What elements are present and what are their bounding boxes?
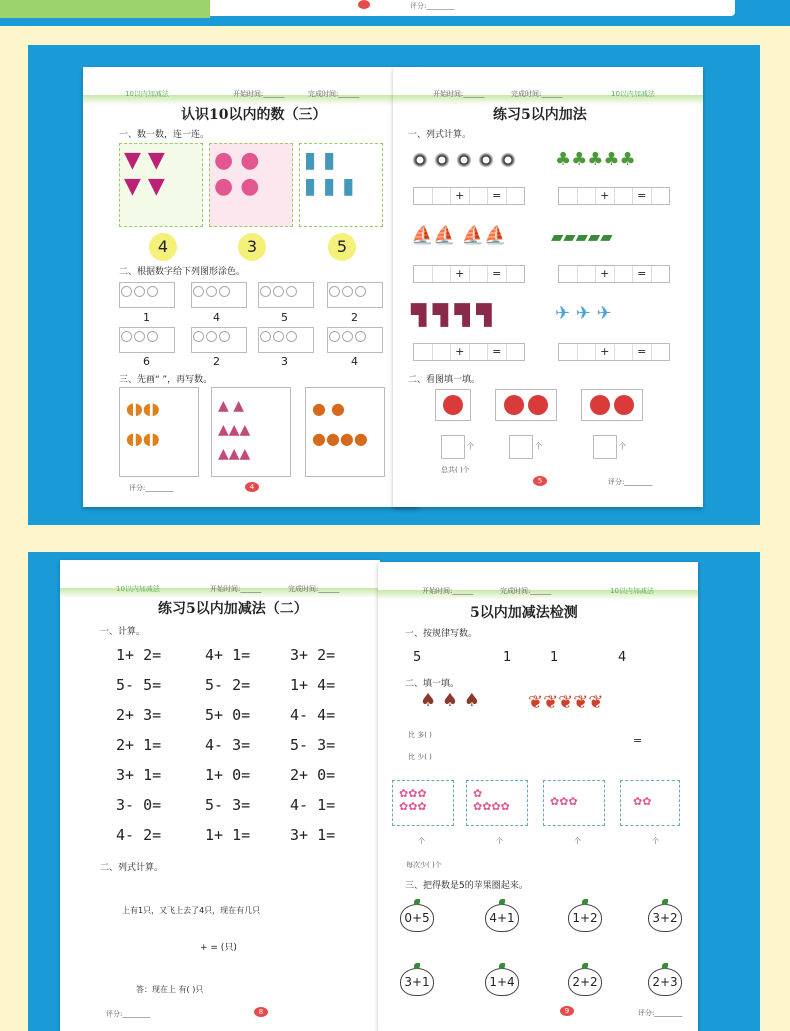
color-number: 3 xyxy=(281,355,288,368)
answer-box[interactable] xyxy=(593,435,617,459)
pattern-number: 4 xyxy=(618,650,627,665)
lollipop-icon: ● ● ● ● xyxy=(214,148,260,199)
calc-item: 5- 3= xyxy=(205,796,251,814)
word-problem: 上有1只，又飞上去了4只，现在有几只 xyxy=(122,906,261,915)
section-1-label: 一、按规律写数。 xyxy=(405,629,478,639)
soccer-balls xyxy=(411,151,521,173)
burger-box xyxy=(119,387,199,477)
end-time: 完成时间:______ xyxy=(288,585,340,593)
score-label: 评分:________ xyxy=(106,1010,151,1018)
calc-item: 3+ 2= xyxy=(290,646,336,664)
calc-item: 3- 0= xyxy=(116,796,162,814)
airplane-icon: ✈ ✈ ✈ xyxy=(555,303,612,324)
section-1-label: 一、计算。 xyxy=(100,627,146,637)
ball-box xyxy=(495,389,557,421)
shape-box xyxy=(119,282,175,308)
page-number: 9 xyxy=(560,1006,574,1016)
flower-icon: ✿✿✿ xyxy=(550,795,578,808)
calc-item: 5- 3= xyxy=(290,736,336,754)
count-number-3: 5 xyxy=(328,233,356,261)
drink-cup-icon: ▮ ▮ ▮ ▮ ▮ xyxy=(304,148,355,199)
each-less-label: 每次少( )个 xyxy=(406,861,442,869)
flower-icon: ✿ ✿✿✿✿ xyxy=(473,787,510,813)
answer-line: 答：现在上 有( )只 xyxy=(136,985,204,994)
hamburger-icon: ● ● ●●●● xyxy=(312,399,368,448)
calc-item: 1+ 1= xyxy=(205,826,251,844)
equation-row: + = xyxy=(558,187,670,205)
start-time: 开始时间:______ xyxy=(422,587,474,595)
shape-box xyxy=(191,327,247,353)
cake-icon: ▲ ▲ ▲▲▲ ▲▲▲ xyxy=(218,398,251,462)
calc-item: 4- 3= xyxy=(205,736,251,754)
answer-box[interactable] xyxy=(509,435,533,459)
equation-row: + = xyxy=(413,187,525,205)
mushroom-icon: ♠ ♠ ♠ xyxy=(420,690,480,711)
equation-row: + = xyxy=(413,343,525,361)
flower-box xyxy=(392,780,454,826)
page-left-2 xyxy=(60,560,380,1031)
color-number: 4 xyxy=(351,355,358,368)
color-number: 5 xyxy=(281,311,288,324)
header-series: 10以内加减法 xyxy=(611,90,655,98)
flower-box xyxy=(466,780,528,826)
page-right-1 xyxy=(393,67,703,507)
cake-box xyxy=(211,387,291,477)
color-number: 6 xyxy=(143,355,150,368)
calc-item: 2+ 0= xyxy=(290,766,336,784)
header-series: 10以内加减法 xyxy=(610,587,654,595)
calc-item: 3+ 1= xyxy=(116,766,162,784)
section-2-label: 二、填一填。 xyxy=(405,679,460,689)
calc-item: 5+ 0= xyxy=(205,706,251,724)
unit-ge: 个 xyxy=(496,837,503,845)
apple[interactable]: 3+1 xyxy=(400,968,434,996)
pattern-number: 1 xyxy=(550,650,559,665)
chili-icon: ❦❦❦❦❦ xyxy=(528,692,604,713)
flower-box xyxy=(620,780,680,826)
lollipop-box xyxy=(209,143,293,227)
drink-box xyxy=(299,143,383,227)
answer-box[interactable] xyxy=(441,435,465,459)
apple[interactable]: 1+2 xyxy=(568,904,602,932)
shape-box xyxy=(258,282,314,308)
sailboat-icon: ⛵⛵ ⛵⛵ xyxy=(411,225,507,246)
page-right-2 xyxy=(378,562,698,1031)
calc-item: 5- 5= xyxy=(116,676,162,694)
equation-row: + = xyxy=(558,265,670,283)
top-page-badge xyxy=(358,0,370,9)
calc-item: 2+ 1= xyxy=(116,736,162,754)
header-series: 10以内加减法 xyxy=(125,90,169,98)
calc-item: 1+ 2= xyxy=(116,646,162,664)
shape-box xyxy=(191,282,247,308)
section-1-label: 一、列式计算。 xyxy=(408,130,472,140)
page-left-1 xyxy=(83,67,418,507)
icecream-icon: ▼ ▼ ▼ ▼ xyxy=(124,148,165,199)
ball-box xyxy=(435,389,471,421)
calc-item: 4- 1= xyxy=(290,796,336,814)
unit-ge: 个 xyxy=(574,837,581,845)
section-2-label: 二、看图填一填。 xyxy=(408,375,481,385)
top-score-label: 评分:________ xyxy=(410,2,455,10)
equation-row: + = xyxy=(413,265,525,283)
color-number: 2 xyxy=(213,355,220,368)
count-number-2: 3 xyxy=(238,233,266,261)
apple[interactable]: 2+2 xyxy=(568,968,602,996)
compare-more: 比 多( ) xyxy=(408,731,432,739)
apple[interactable]: 4+1 xyxy=(485,904,519,932)
book-spread-2 xyxy=(28,552,760,1031)
pattern-number: 5 xyxy=(413,650,422,665)
header-series: 10以内加减法 xyxy=(116,585,160,593)
flower-box xyxy=(543,780,605,826)
section-2-label: 二、列式计算。 xyxy=(100,863,164,873)
page-title: 5以内加减法检测 xyxy=(470,605,578,621)
color-number: 1 xyxy=(143,311,150,324)
hamburger-box xyxy=(305,387,385,477)
end-time: 完成时间:______ xyxy=(511,90,563,98)
color-number: 2 xyxy=(351,311,358,324)
bun-icon: ◖◗◖◗ ◖◗◖◗ xyxy=(126,399,160,448)
calc-item: 1+ 4= xyxy=(290,676,336,694)
unit-ge: 个 xyxy=(535,442,542,450)
tank-icon: ▰▰▰▰▰ xyxy=(551,227,613,246)
pistol-icon: ▜ ▜ ▜ ▜ xyxy=(411,303,492,327)
calc-item: 4- 4= xyxy=(290,706,336,724)
score-label: 评分:________ xyxy=(608,478,653,486)
unit-ge: 个 xyxy=(619,442,626,450)
shape-box xyxy=(119,327,175,353)
icecream-box xyxy=(119,143,203,227)
book-spread-1 xyxy=(28,45,760,525)
pattern-number: 1 xyxy=(503,650,512,665)
flower-icon: ✿✿✿ ✿✿✿ xyxy=(399,787,427,813)
section-1-label: 一、数一数，连一连。 xyxy=(119,130,210,140)
apple[interactable]: 2+3 xyxy=(648,968,682,996)
page-title: 练习5以内加减法（二） xyxy=(158,601,308,617)
calc-item: 4- 2= xyxy=(116,826,162,844)
score-label: 评分:________ xyxy=(638,1009,683,1017)
score-label: 评分:________ xyxy=(129,484,174,492)
start-time: 开始时间:______ xyxy=(233,90,285,98)
shape-box xyxy=(327,327,383,353)
shape-box xyxy=(258,327,314,353)
calc-item: 3+ 1= xyxy=(290,826,336,844)
page-number: 8 xyxy=(254,1007,268,1017)
end-time: 完成时间:______ xyxy=(308,90,360,98)
section-3-label: 三、把得数是5的苹果圈起来。 xyxy=(405,881,528,891)
calc-item: 4+ 1= xyxy=(205,646,251,664)
unit-ge: 个 xyxy=(652,837,659,845)
shape-box xyxy=(327,282,383,308)
end-time: 完成时间:______ xyxy=(500,587,552,595)
start-time: 开始时间:______ xyxy=(210,585,262,593)
section-2-label: 二、根据数字给下列图形涂色。 xyxy=(119,267,246,277)
unit-ge: 个 xyxy=(467,442,474,450)
start-time: 开始时间:______ xyxy=(433,90,485,98)
page-number: 4 xyxy=(245,482,259,492)
total-label: 总共( )个 xyxy=(441,466,470,474)
page-title: 认识10以内的数（三） xyxy=(181,107,327,123)
top-green-illustration xyxy=(0,0,210,18)
color-number: 4 xyxy=(213,311,220,324)
count-number-1: 4 xyxy=(149,233,177,261)
unit-ge: 个 xyxy=(418,837,425,845)
flower-icon: ✿✿ xyxy=(633,795,652,808)
potted-plant-icon: ♣♣♣♣♣ xyxy=(555,149,636,170)
apple[interactable]: 1+4 xyxy=(485,968,519,996)
page-number: 5 xyxy=(533,476,547,486)
page-title: 练习5以内加法 xyxy=(493,107,587,123)
apple[interactable]: 3+2 xyxy=(648,904,682,932)
calc-item: 2+ 3= xyxy=(116,706,162,724)
equation-line: + = (只) xyxy=(200,943,237,953)
ball-box xyxy=(581,389,643,421)
calc-item: 5- 2= xyxy=(205,676,251,694)
section-3-label: 三、先画“ ”，再写数。 xyxy=(119,375,213,385)
calc-item: 1+ 0= xyxy=(205,766,251,784)
apple[interactable]: 0+5 xyxy=(400,904,434,932)
equals-sign: = xyxy=(633,734,643,747)
equation-row: + = xyxy=(558,343,670,361)
compare-less: 比 少( ) xyxy=(408,753,432,761)
